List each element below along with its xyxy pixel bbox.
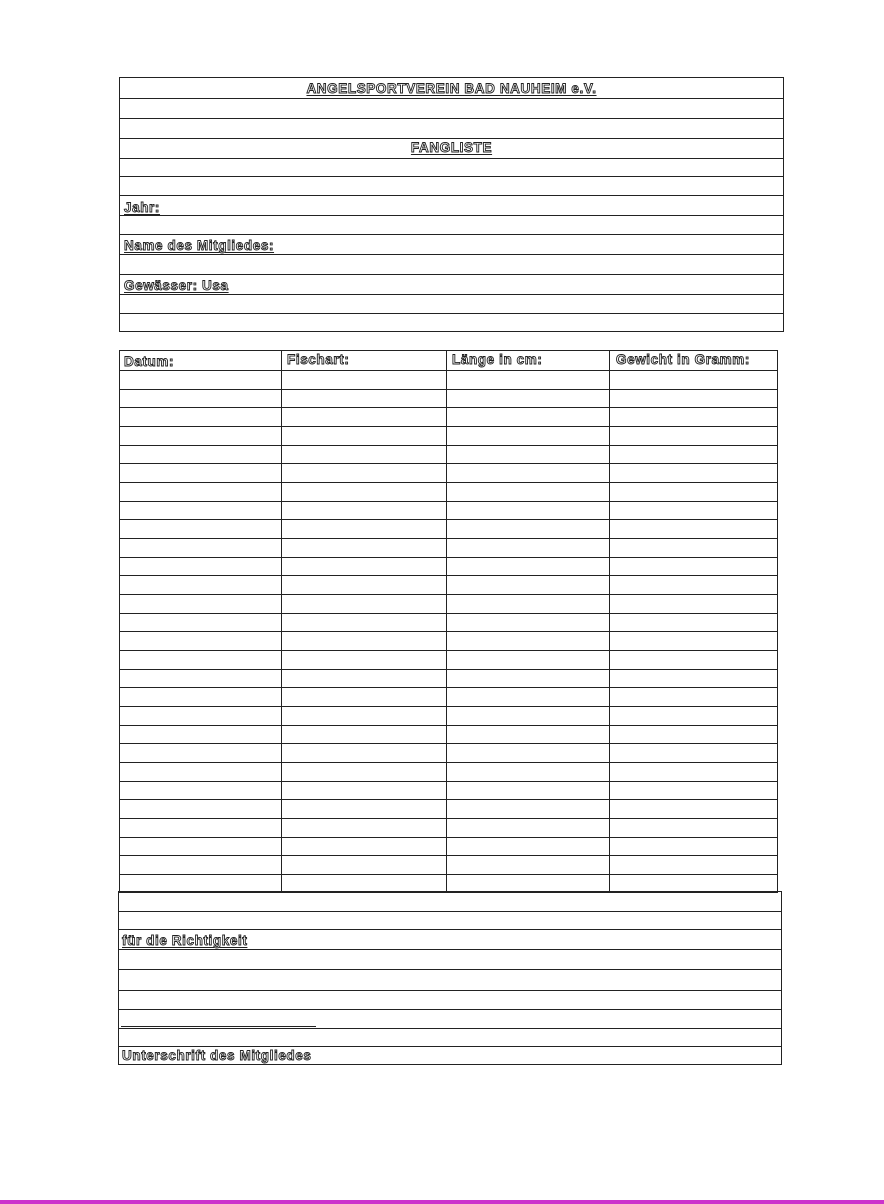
table-row-line (119, 463, 778, 464)
certify-label: für die Richtigkeit (122, 933, 248, 948)
header-rule (119, 138, 784, 139)
table-column-divider (281, 350, 282, 893)
table-row-line (119, 743, 778, 744)
table-column-divider (609, 350, 610, 893)
column-header-length: Länge in cm: (452, 352, 543, 367)
table-row-line (119, 725, 778, 726)
header-rule (119, 234, 784, 235)
table-row-line (119, 557, 778, 558)
footer-rule (118, 1046, 782, 1047)
table-row-line (119, 874, 778, 875)
table-row-line (119, 669, 778, 670)
table-row-line (119, 762, 778, 763)
form-title: FANGLISTE (410, 140, 493, 155)
header-rule (119, 313, 784, 314)
table-row-line (119, 482, 778, 483)
header-rule (119, 158, 784, 159)
header-rule (119, 215, 784, 216)
column-header-weight: Gewicht in Gramm: (616, 352, 750, 367)
year-label: Jahr: (124, 200, 161, 215)
header-rule (119, 274, 784, 275)
table-row-line (119, 575, 778, 576)
header-rule (119, 176, 784, 177)
table-row-line (119, 837, 778, 838)
table-row-line (119, 687, 778, 688)
table-row-line (119, 799, 778, 800)
table-row-line (119, 519, 778, 520)
table-row-line (119, 370, 778, 371)
table-row-line (119, 631, 778, 632)
footer-rule (118, 1028, 782, 1029)
table-row-line (119, 781, 778, 782)
table-column-divider (446, 350, 447, 893)
footer-rule (118, 1009, 782, 1010)
table-row-line (119, 818, 778, 819)
header-rule (119, 98, 784, 99)
column-header-fish-species: Fischart: (287, 352, 350, 367)
member-name-label: Name des Mitgliedes: (124, 238, 275, 253)
footer-rule (118, 969, 782, 970)
header-rule (119, 294, 784, 295)
table-row-line (119, 650, 778, 651)
table-row-line (119, 426, 778, 427)
footer-rule (118, 929, 782, 930)
table-row-line (119, 594, 778, 595)
page-edge-strip (0, 1200, 884, 1204)
table-row-line (119, 407, 778, 408)
table-row-line (119, 855, 778, 856)
header-rule (119, 195, 784, 196)
table-row-line (119, 445, 778, 446)
column-header-date: Datum: (124, 354, 175, 369)
signature-line (121, 1026, 316, 1027)
table-row-line (119, 706, 778, 707)
signature-label: Unterschrift des Mitgliedes (122, 1048, 312, 1063)
footer-rule (118, 911, 782, 912)
header-rule (119, 118, 784, 119)
footer-box (118, 891, 782, 1065)
table-row-line (119, 501, 778, 502)
table-row-line (119, 613, 778, 614)
table-row-line (119, 389, 778, 390)
header-rule (119, 254, 784, 255)
footer-rule (118, 949, 782, 950)
table-row-line (119, 538, 778, 539)
footer-rule (118, 990, 782, 991)
club-name: ANGELSPORTVEREIN BAD NAUHEIM e.V. (306, 81, 597, 96)
catch-table (119, 350, 778, 893)
water-label: Gewässer: Usa (124, 278, 229, 293)
